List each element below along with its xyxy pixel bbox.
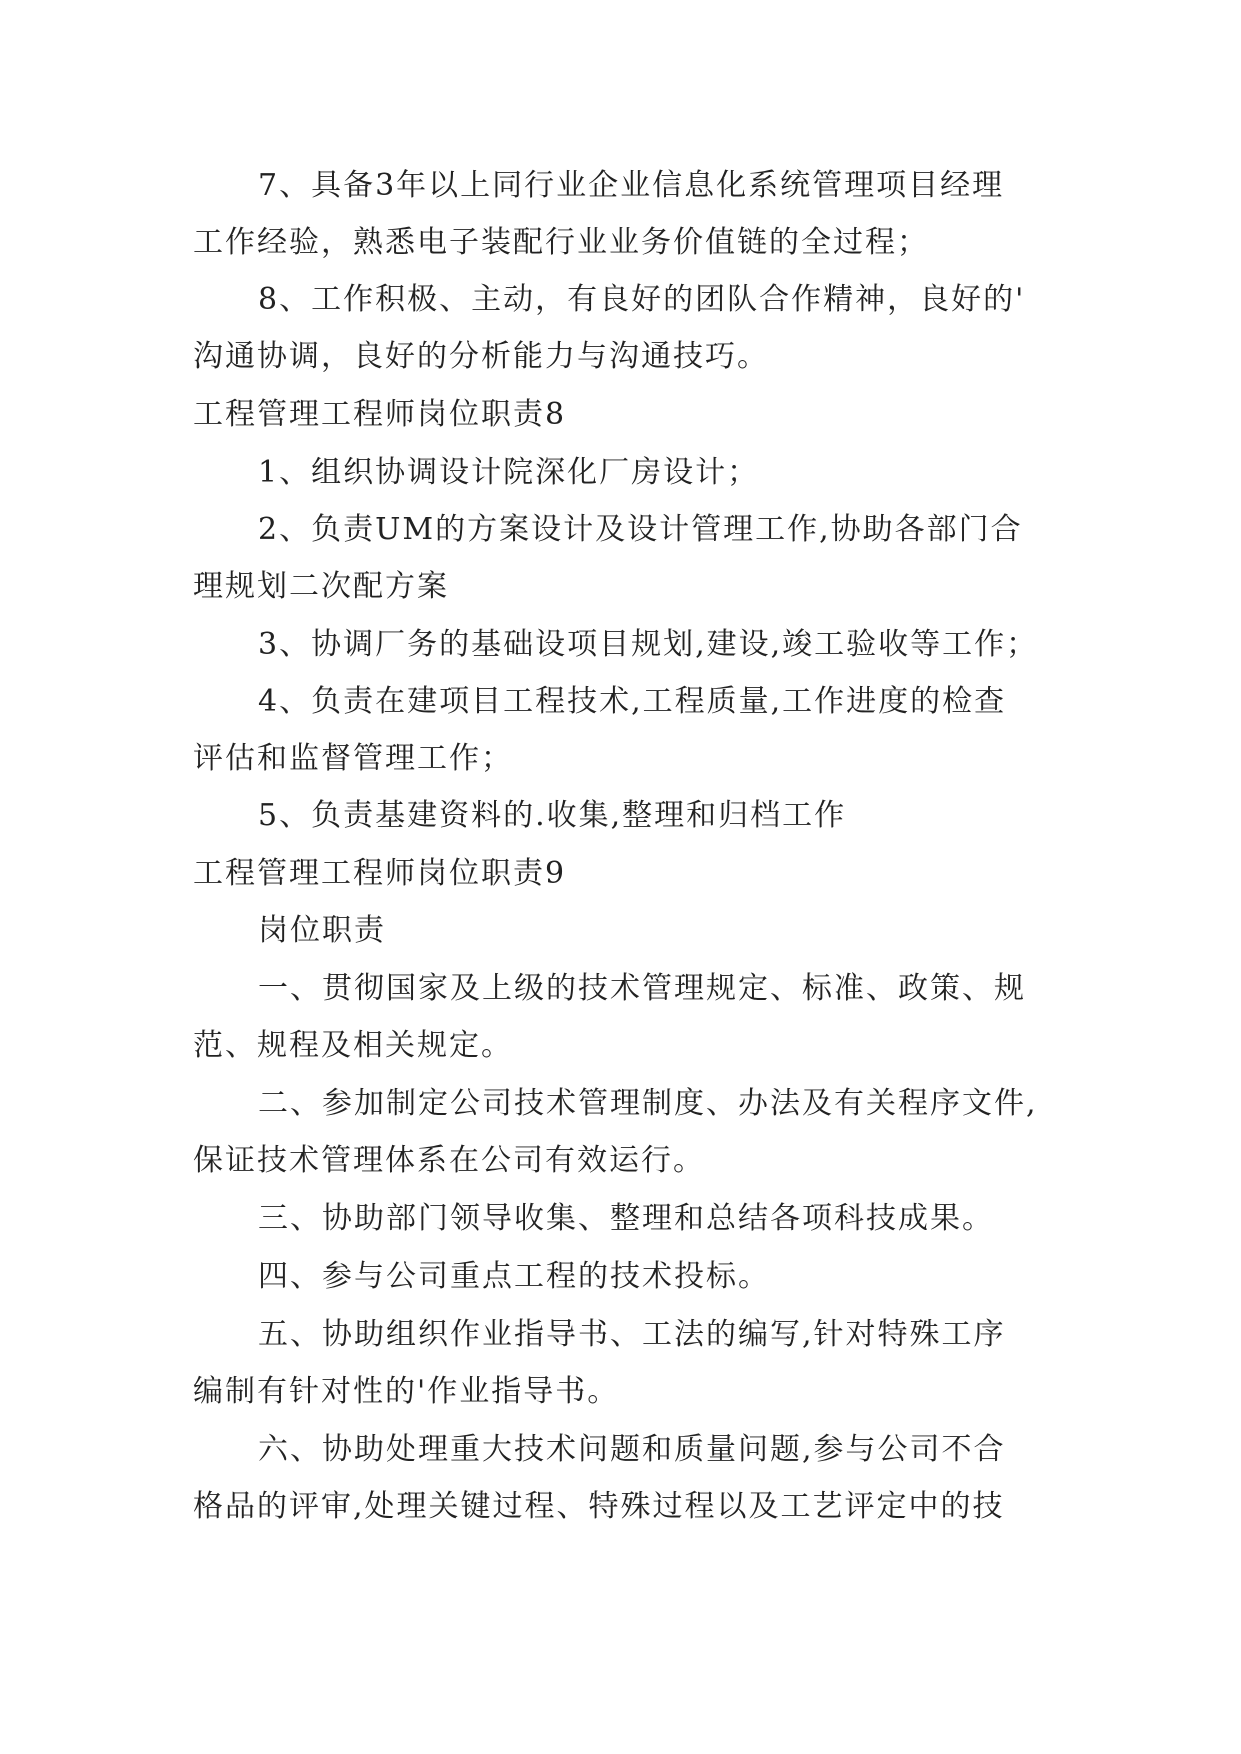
paragraph-line: 保证技术管理体系在公司有效运行。 xyxy=(193,1143,705,1178)
paragraph-line: 沟通协调，良好的分析能力与沟通技巧。 xyxy=(193,339,769,374)
paragraph-line: 评估和监督管理工作； xyxy=(193,741,513,776)
paragraph-line: 工作经验，熟悉电子装配行业业务价值链的全过程； xyxy=(193,225,929,260)
paragraph-line: 2、负责UM的方案设计及设计管理工作,协助各部门合 xyxy=(258,512,1023,547)
paragraph-line: 五、协助组织作业指导书、工法的编写,针对特殊工序 xyxy=(258,1317,1006,1352)
paragraph-line: 一、贯彻国家及上级的技术管理规定、标准、政策、规 xyxy=(258,971,1026,1006)
paragraph-line: 四、参与公司重点工程的技术投标。 xyxy=(258,1259,770,1294)
paragraph-line: 7、具备3年以上同行业企业信息化系统管理项目经理 xyxy=(258,168,1005,203)
paragraph-line: 范、规程及相关规定。 xyxy=(193,1028,513,1063)
paragraph-line: 格品的评审,处理关键过程、特殊过程以及工艺评定中的技 xyxy=(193,1489,1005,1524)
paragraph-line: 岗位职责 xyxy=(258,913,386,948)
paragraph-line: 3、协调厂务的基础设项目规划,建设,竣工验收等工作； xyxy=(258,627,1039,662)
paragraph-line: 三、协助部门领导收集、整理和总结各项科技成果。 xyxy=(258,1201,994,1236)
paragraph-line: 5、负责基建资料的.收集,整理和归档工作 xyxy=(258,798,847,833)
paragraph-line: 4、负责在建项目工程技术,工程质量,工作进度的检查 xyxy=(258,684,1007,719)
paragraph-line: 8、工作积极、主动，有良好的团队合作精神，良好的' xyxy=(258,282,1026,317)
paragraph-line: 二、参加制定公司技术管理制度、办法及有关程序文件, xyxy=(258,1086,1038,1121)
paragraph-line: 编制有针对性的'作业指导书。 xyxy=(193,1374,620,1409)
section-heading: 工程管理工程师岗位职责9 xyxy=(193,856,567,891)
section-heading: 工程管理工程师岗位职责8 xyxy=(193,397,567,432)
paragraph-line: 理规划二次配方案 xyxy=(193,569,449,604)
paragraph-line: 六、协助处理重大技术问题和质量问题,参与公司不合 xyxy=(258,1432,1006,1467)
paragraph-line: 1、组织协调设计院深化厂房设计； xyxy=(258,455,760,490)
